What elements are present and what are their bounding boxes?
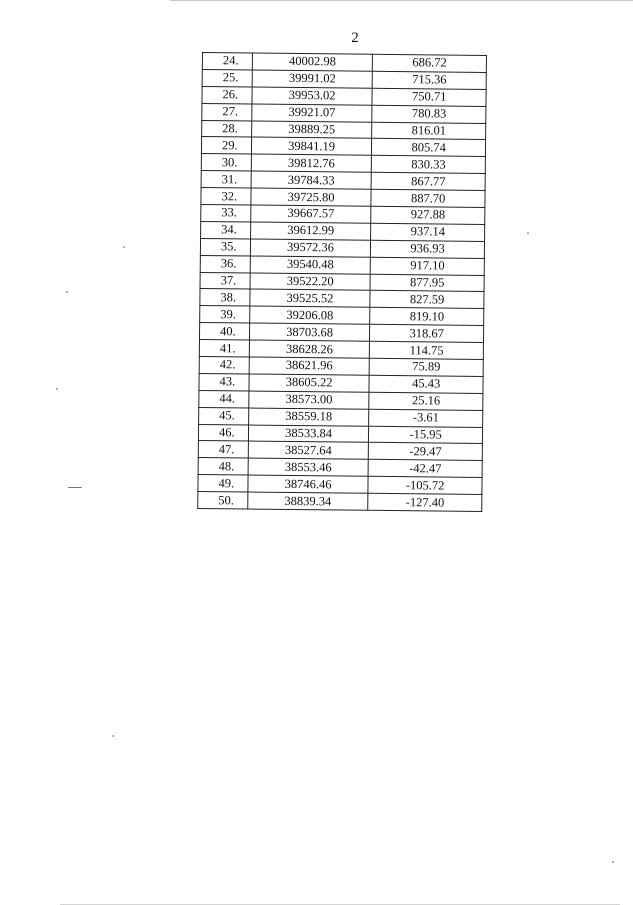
x-coordinate-cell: 38605.22 (249, 374, 370, 392)
y-coordinate-cell: -15.95 (369, 426, 483, 444)
y-coordinate-cell: 75.89 (369, 358, 483, 376)
y-coordinate-cell: 867.77 (371, 173, 485, 191)
x-coordinate-cell: 38746.46 (248, 475, 369, 493)
x-coordinate-cell: 39525.52 (250, 289, 371, 307)
x-coordinate-cell: 39725.80 (251, 188, 372, 206)
row-number-cell: 50. (198, 492, 248, 509)
row-number-cell: 42. (199, 357, 249, 374)
y-coordinate-cell: 830.33 (372, 156, 486, 174)
row-number-cell: 40. (199, 323, 249, 340)
row-number-cell: 31. (201, 171, 251, 188)
page-number: 2 (351, 30, 359, 46)
row-number-cell: 48. (198, 458, 248, 475)
row-number-cell: 26. (202, 86, 252, 103)
table-row (198, 492, 482, 512)
x-coordinate-cell: 39206.08 (249, 306, 370, 324)
y-coordinate-cell: 715.36 (373, 71, 487, 89)
x-coordinate-cell: 39540.48 (250, 256, 371, 274)
x-coordinate-cell: 39572.36 (250, 239, 371, 257)
row-number-cell: 30. (201, 154, 251, 171)
x-coordinate-cell: 38628.26 (249, 340, 370, 358)
row-number-cell: 28. (202, 120, 252, 137)
y-coordinate-cell: 819.10 (370, 308, 484, 326)
y-coordinate-cell: 917.10 (371, 257, 485, 275)
row-number-cell: 39. (200, 306, 250, 323)
x-coordinate-cell: 39921.07 (252, 104, 373, 122)
y-coordinate-cell: -3.61 (369, 409, 483, 427)
y-coordinate-cell: -127.40 (368, 493, 482, 511)
x-coordinate-cell: 39522.20 (250, 273, 371, 291)
row-number-cell: 43. (199, 373, 249, 390)
y-coordinate-cell: 45.43 (369, 375, 483, 393)
row-number-cell: 33. (201, 205, 251, 222)
y-coordinate-cell: 936.93 (371, 240, 485, 258)
y-coordinate-cell: 927.88 (371, 206, 485, 224)
coordinates-table-body (198, 53, 487, 512)
margin-dash-mark (68, 487, 82, 488)
y-coordinate-cell: 750.71 (372, 88, 486, 106)
x-coordinate-cell: 39889.25 (251, 121, 372, 139)
x-coordinate-cell: 38839.34 (247, 492, 368, 510)
x-coordinate-cell: 38553.46 (248, 458, 369, 476)
y-coordinate-cell: 780.83 (372, 105, 486, 123)
y-coordinate-cell: 816.01 (372, 122, 486, 140)
y-coordinate-cell: -29.47 (369, 443, 483, 461)
row-number-cell: 38. (200, 289, 250, 306)
row-number-cell: 44. (199, 390, 249, 407)
y-coordinate-cell: 877.95 (370, 274, 484, 292)
x-coordinate-cell: 38533.84 (248, 425, 369, 443)
x-coordinate-cell: 39612.99 (250, 222, 371, 240)
row-number-cell: 47. (198, 441, 248, 458)
row-number-cell: 27. (202, 103, 252, 120)
y-coordinate-cell: -105.72 (368, 477, 482, 495)
row-number-cell: 24. (202, 53, 252, 70)
scan-speck (123, 246, 125, 248)
y-coordinate-cell: 887.70 (371, 189, 485, 207)
row-number-cell: 49. (198, 475, 248, 492)
y-coordinate-cell: 827.59 (370, 291, 484, 309)
x-coordinate-cell: 38703.68 (249, 323, 370, 341)
y-coordinate-cell: 318.67 (370, 325, 484, 343)
row-number-cell: 29. (201, 137, 251, 154)
scan-speck (527, 232, 529, 234)
x-coordinate-cell: 38559.18 (248, 408, 369, 426)
scan-edge-top (170, 0, 633, 1)
y-coordinate-cell: 25.16 (369, 392, 483, 410)
x-coordinate-cell: 39953.02 (252, 87, 373, 105)
row-number-cell: 37. (200, 272, 250, 289)
y-coordinate-cell: 937.14 (371, 223, 485, 241)
x-coordinate-cell: 38621.96 (249, 357, 370, 375)
row-number-cell: 32. (201, 188, 251, 205)
y-coordinate-cell: 114.75 (370, 341, 484, 359)
scan-speck (56, 388, 58, 390)
y-coordinate-cell: -42.47 (368, 460, 482, 478)
x-coordinate-cell: 39841.19 (251, 137, 372, 155)
x-coordinate-cell: 38573.00 (249, 391, 370, 409)
x-coordinate-cell: 39667.57 (250, 205, 371, 223)
row-number-cell: 34. (201, 221, 251, 238)
x-coordinate-cell: 39812.76 (251, 154, 372, 172)
scan-speck (612, 861, 614, 863)
x-coordinate-cell: 39784.33 (251, 171, 372, 189)
coordinates-table (197, 52, 487, 512)
row-number-cell: 41. (199, 340, 249, 357)
y-coordinate-cell: 805.74 (372, 139, 486, 157)
row-number-cell: 35. (200, 238, 250, 255)
row-number-cell: 36. (200, 255, 250, 272)
row-number-cell: 46. (198, 424, 248, 441)
row-number-cell: 45. (199, 407, 249, 424)
scan-speck (112, 735, 114, 737)
x-coordinate-cell: 40002.98 (252, 53, 373, 71)
x-coordinate-cell: 38527.64 (248, 441, 369, 459)
row-number-cell: 25. (202, 69, 252, 86)
scan-speck (66, 291, 68, 293)
x-coordinate-cell: 39991.02 (252, 70, 373, 88)
y-coordinate-cell: 686.72 (373, 54, 487, 72)
